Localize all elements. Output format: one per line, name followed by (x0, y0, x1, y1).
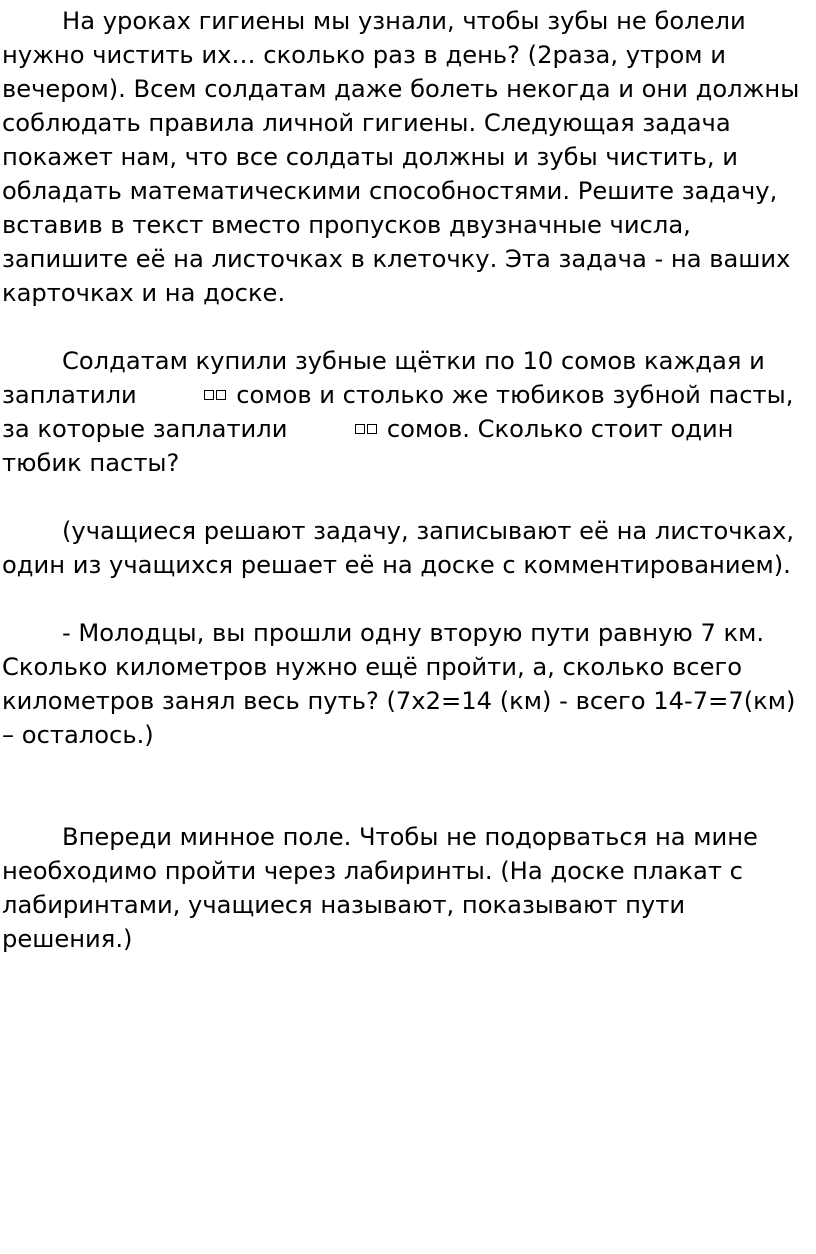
paragraph-minefield: Впереди минное поле. Чтобы не подорваться на мине необходимо пройти через лабиринты. (На доске плакат с лабиринтами, учащиеся называют, показывают пути решения.) (2, 823, 758, 953)
paragraph-spacer (2, 582, 810, 616)
paragraph-spacer (2, 480, 810, 514)
task-text-part-1: Солдатам купили зубные щётки по 10 сомов каждая и заплатили (2, 347, 765, 409)
task-text-part-3: сомов. Сколько стоит один тюбик пасты? (2, 415, 734, 477)
blank-number-2 (295, 412, 379, 446)
task-text-part-2: сомов и столько же тюбиков зубной пасты, за которые заплатили (2, 381, 794, 443)
blank-box-icon (367, 424, 377, 434)
blank-box-icon (355, 424, 365, 434)
paragraph-task (2, 344, 810, 480)
paragraph-spacer (2, 310, 810, 344)
paragraph-intro: На уроках гигиены мы узнали, чтобы зубы не болели нужно чистить их… сколько раз в день? (2раза, утром и вечером). Всем солдатам даже болеть некогда и они должны соблюдать правила личной гигиены. Следующая задача покажет нам, что все солдаты должны и зубы чистить, и обладать математическими способностями. Решите задачу, вставив в текст вместо пропусков двузначные числа, запишите её на листочках в клеточку. Эта задача - на ваших карточках и на доске. (2, 7, 800, 307)
paragraph-students-solve: (учащиеся решают задачу, записывают её на листочках, один из учащихся решает её на доске с комментированием). (2, 517, 795, 579)
blank-number-1 (144, 378, 228, 412)
blank-box-icon (204, 390, 214, 400)
blank-box-icon (216, 390, 226, 400)
paragraph-distance: - Молодцы, вы прошли одну вторую пути равную 7 км. Сколько километров нужно ещё пройти, а, сколько всего километров занял весь путь? (7х2=14 (км) - всего 14-7=7(км) – осталось.) (2, 619, 796, 749)
paragraph-spacer (2, 752, 810, 820)
